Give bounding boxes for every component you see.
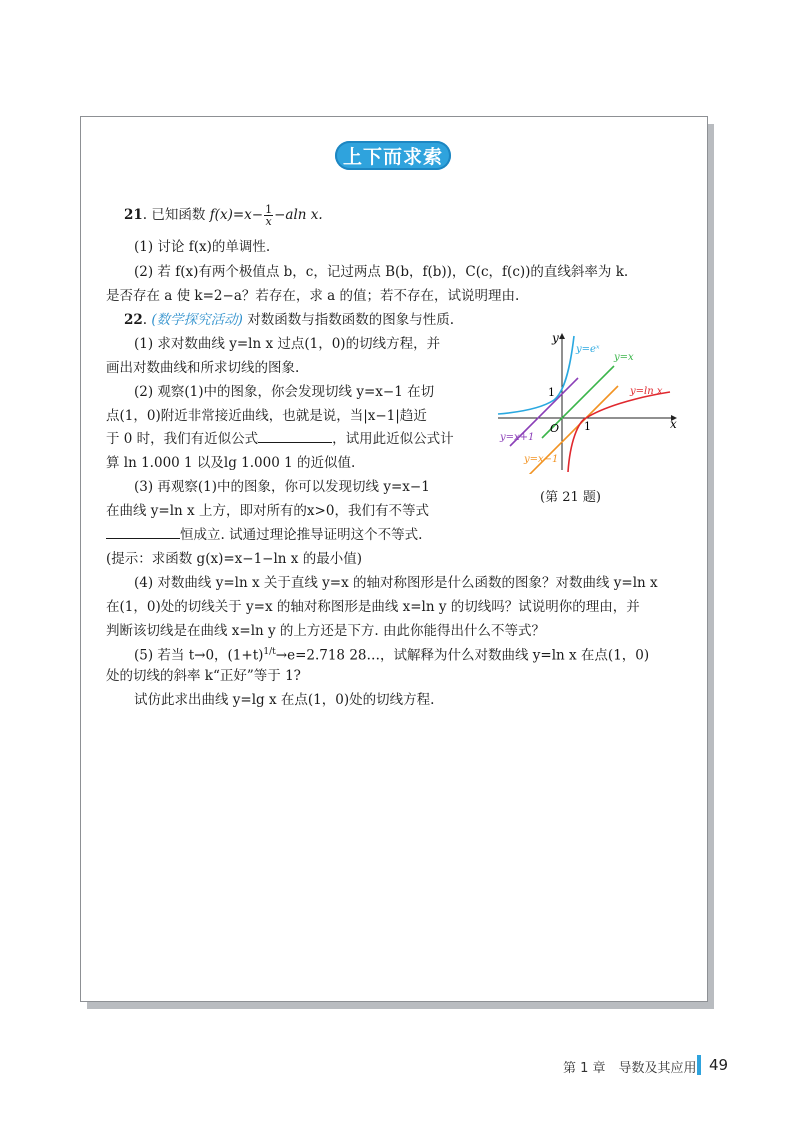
part-3-line-2: 在曲线 y=ln x 上方，即对所有的x>0，我们有不等式 (106, 503, 429, 519)
problem-22-title: 对数函数与指数函数的图象与性质. (247, 312, 455, 328)
figure-caption: (第 21 题) (540, 490, 601, 505)
footer-accent-bar (697, 1055, 701, 1075)
part-3-line-3-text: 恒成立. 试通过理论推导证明这个不等式. (180, 527, 423, 543)
problem-21-fraction (264, 204, 273, 227)
problem-21-function: f(x)=x− (209, 207, 264, 223)
function-graph-figure (492, 322, 684, 474)
part-5-line-1-end: →e=2.718 28…，试解释为什么对数曲线 y=ln x 在点(1，0) (275, 647, 650, 664)
label-x-plus-1: y=x+1 (500, 432, 535, 443)
part-3-line-3 (106, 526, 422, 544)
part-5-exponent: 1/t (263, 647, 276, 657)
part-2-line-3-start: 于 0 时，我们有近似公式 (106, 431, 259, 447)
part-4-line-2: 在(1，0)处的切线关于 y=x 的轴对称图形是曲线 x=ln y 的切线吗？试说明你的理由，并 (106, 599, 640, 615)
label-identity: y=x (614, 352, 634, 363)
origin-label: O (550, 422, 560, 435)
section-title: 上下而求索 (342, 146, 443, 168)
part-5-line-3: 试仿此求出曲线 y=lg x 在点(1，0)处的切线方程. (134, 692, 435, 708)
curve-exp (498, 336, 574, 414)
page-number: 49 (709, 1056, 729, 1074)
fraction-denominator: x (265, 215, 272, 228)
section-title-badge (335, 141, 451, 170)
x-tick-1: 1 (584, 420, 591, 433)
part-1-line-2: 画出对数曲线和所求切线的图象. (106, 360, 300, 376)
approximation-blank[interactable] (258, 430, 332, 443)
part-5-line-2: 处的切线的斜率 k“正好”等于 1? (106, 668, 301, 684)
part-1-line-1: (1) 求对数曲线 y=ln x 过点(1，0)的切线方程，并 (134, 336, 441, 352)
inequality-blank[interactable] (106, 526, 180, 539)
problem-22-number: 22 (124, 312, 143, 328)
part-2-line-2: 点(1，0)附近非常接近曲线，也就是说，当|x−1|趋近 (106, 408, 427, 424)
problem-21-part-2-line-1: (2) 若 f(x)有两个极值点 b，c，记过两点 B(b，f(b))，C(c，f(c))的直线斜率为 k. (134, 264, 629, 280)
part-2-line-3-end: ，试用此近似公式计 (332, 431, 454, 447)
part-2-line-3 (106, 430, 454, 448)
part-5-limit: (5) 若当 t→0，(1+t) (134, 647, 264, 664)
part-4-line-1: (4) 对数曲线 y=ln x 关于直线 y=x 的轴对称图形是什么函数的图象？对数曲线 y=ln x (134, 575, 658, 591)
problem-22-stem: 22. (数学探究活动) 对数函数与指数函数的图象与性质. (124, 312, 455, 328)
problem-21-part-1: (1) 讨论 f(x)的单调性. (134, 239, 271, 255)
label-x-minus-1: y=x−1 (524, 454, 559, 465)
y-tick-1: 1 (548, 386, 555, 399)
problem-21-number: 21 (124, 207, 143, 223)
label-exp: y=eˣ (576, 344, 600, 355)
problem-21-stem: 21. 已知函数 f(x)=x− $\frac{1}{x}$ −aln x. (124, 203, 323, 228)
part-2-line-4: 算 ln 1.000 1 以及lg 1.000 1 的近似值. (106, 455, 356, 471)
problem-21-part-2-line-2: 是否存在 a 使 k=2−a？若存在，求 a 的值；若不存在，试说明理由. (106, 288, 520, 304)
label-ln: y=ln x (630, 386, 663, 397)
part-4-line-3: 判断该切线是在曲线 x=ln y 的上方还是下方. 由此你能得出什么不等式？ (106, 623, 546, 639)
footer-chapter: 第 1 章 导数及其应用 (563, 1060, 697, 1076)
part-5-line-1 (134, 643, 649, 665)
fraction-numerator: 1 (265, 203, 273, 216)
problem-21-stem-text: 已知函数 (151, 207, 206, 223)
part-3-line-1: (3) 再观察(1)中的图象，你可以发现切线 y=x−1 (134, 479, 430, 495)
problem-21-function-tail: −aln x. (274, 207, 323, 223)
activity-tag: (数学探究活动) (151, 312, 243, 328)
y-axis-label: y (552, 331, 559, 345)
part-3-hint: (提示：求函数 g(x)=x−1−ln x 的最小值) (106, 551, 362, 567)
x-axis-label: x (670, 417, 677, 431)
part-2-line-1: (2) 观察(1)中的图象，你会发现切线 y=x−1 在切 (134, 384, 435, 400)
